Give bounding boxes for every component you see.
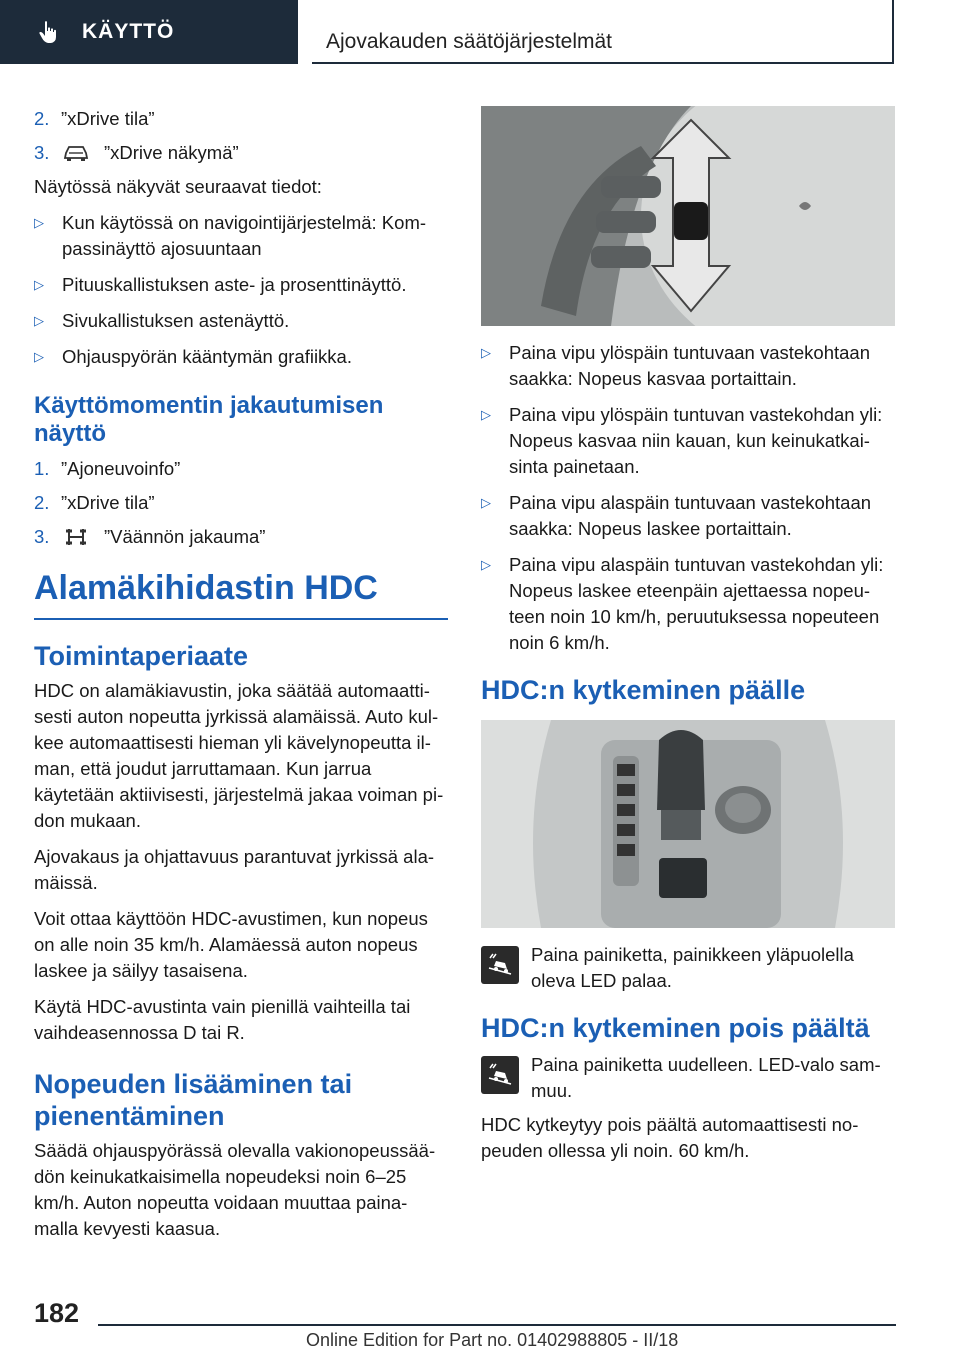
hdc-off-heading: HDC:n kytkeminen pois päältä bbox=[481, 1013, 870, 1043]
steering-wheel-rocker-photo bbox=[481, 106, 895, 326]
page-footer bbox=[0, 1290, 960, 1362]
intro-text: Näytössä näkyvät seuraavat tiedot: bbox=[34, 176, 322, 197]
torque-distribution-icon bbox=[61, 527, 91, 547]
hdc-button-icon bbox=[481, 946, 519, 984]
hdc-on-step bbox=[481, 942, 895, 994]
list-item bbox=[34, 140, 448, 166]
triangle-bullet-icon: ▷ bbox=[481, 495, 491, 510]
principle-paragraph: Voit ottaa käyttöön HDC-avustimen, kun nopeus on alle noin 35 km/h. Alamäessä auton nopeus laskee ja säilyy tasaisena. bbox=[34, 908, 428, 981]
list-number: 3. bbox=[34, 526, 50, 547]
triangle-bullet-icon: ▷ bbox=[481, 557, 491, 572]
torque-heading: Käyttömomentin jakautumisen näyttö bbox=[34, 392, 384, 447]
list-item bbox=[481, 340, 895, 392]
bullet-text: Pituuskallistuksen aste- ja prosenttinäyttö. bbox=[62, 274, 407, 295]
section-header bbox=[312, 0, 894, 64]
chapter-tab bbox=[0, 0, 298, 64]
triangle-bullet-icon: ▷ bbox=[481, 407, 491, 422]
list-item bbox=[34, 344, 448, 370]
list-item bbox=[481, 402, 895, 480]
hdc-on-heading: HDC:n kytkeminen päälle bbox=[481, 675, 806, 705]
left-column bbox=[34, 106, 448, 1252]
hand-pointer-icon bbox=[38, 20, 60, 44]
edition-text: Online Edition for Part no. 01402988805 - II/18 bbox=[306, 1330, 679, 1350]
list-text: ”xDrive tila” bbox=[61, 492, 155, 513]
principle-paragraph: Käytä HDC-avustinta vain pienillä vaihteilla tai vaihdeasennossa D tai R. bbox=[34, 996, 411, 1043]
list-item bbox=[34, 524, 448, 550]
triangle-bullet-icon: ▷ bbox=[34, 349, 44, 364]
speed-heading: Nopeuden lisääminen tai pienentäminen bbox=[34, 1069, 353, 1131]
bullet-text: Paina vipu alaspäin tuntuvan vastekohdan yli: Nopeus laskee eteenpäin ajettaessa nopeu-teen noin 10 km/h, peruutuksessa nopeuteen noin 6 km/h. bbox=[509, 554, 884, 653]
principle-heading: Toimintaperiaate bbox=[34, 641, 249, 671]
chapter-title: KÄYTTÖ bbox=[82, 20, 175, 43]
hdc-button-icon bbox=[481, 1056, 519, 1094]
list-number: 3. bbox=[34, 142, 50, 163]
list-item bbox=[34, 272, 448, 298]
list-text: ”xDrive tila” bbox=[61, 108, 155, 129]
hdc-off-step bbox=[481, 1052, 895, 1104]
list-item bbox=[34, 490, 448, 516]
principle-paragraph: Ajovakaus ja ohjattavuus parantuvat jyrkissä ala-mäissä. bbox=[34, 846, 435, 893]
footer-divider bbox=[98, 1324, 896, 1326]
triangle-bullet-icon: ▷ bbox=[34, 277, 44, 292]
hdc-off-paragraph: HDC kytkeytyy pois päältä automaattisesti no-peuden ollessa yli noin. 60 km/h. bbox=[481, 1114, 859, 1161]
triangle-bullet-icon: ▷ bbox=[34, 313, 44, 328]
list-text: ”xDrive näkymä” bbox=[104, 142, 239, 163]
list-item bbox=[34, 308, 448, 334]
hdc-on-text: Paina painiketta, painikkeen yläpuolella oleva LED palaa. bbox=[531, 944, 854, 991]
list-item bbox=[34, 210, 448, 262]
list-item bbox=[481, 490, 895, 542]
bullet-text: Paina vipu alaspäin tuntuvaan vastekohtaan saakka: Nopeus laskee portaittain. bbox=[509, 492, 872, 539]
list-item bbox=[34, 456, 448, 482]
bullet-text: Paina vipu ylöspäin tuntuvan vastekohdan yli: Nopeus kasvaa niin kauan, kun keinukatkai-sinta painetaan. bbox=[509, 404, 883, 477]
right-column bbox=[481, 106, 895, 1174]
bullet-text: Sivukallistuksen astenäyttö. bbox=[62, 310, 290, 331]
list-text: ”Ajoneuvoinfo” bbox=[61, 458, 181, 479]
principle-paragraph: HDC on alamäkiavustin, joka säätää automaatti-sesti auton nopeutta jyrkissä alamäissä. Auto kul-kee automaattisesti hieman yli kävelynopeutta il-man, että joudut jarruttamaan. Kun jarrua käytetään aktiivisesti, järjestelmä jakaa voiman pi-don mukaan. bbox=[34, 680, 444, 831]
speed-paragraph: Säädä ohjauspyörässä olevalla vakionopeussää-dön keinukatkaisimella nopeudeksi noin 6–25 km/h. Auton nopeutta voidaan muuttaa paina-malla kevyesti kaasua. bbox=[34, 1140, 436, 1239]
hdc-off-text: Paina painiketta uudelleen. LED-valo sam-muu. bbox=[531, 1054, 881, 1101]
bullet-text: Ohjauspyörän kääntymän grafiikka. bbox=[62, 346, 352, 367]
rocker-instructions bbox=[481, 340, 895, 656]
triangle-bullet-icon: ▷ bbox=[34, 215, 44, 230]
section-title: Ajovakauden säätöjärjestelmät bbox=[326, 30, 613, 53]
list-number: 2. bbox=[34, 492, 50, 513]
main-heading: Alamäkihidastin HDC bbox=[34, 568, 448, 620]
triangle-bullet-icon: ▷ bbox=[481, 345, 491, 360]
bullet-text: Kun käytössä on navigointijärjestelmä: Kom-passinäyttö ajosuuntaan bbox=[62, 212, 427, 259]
page-number: 182 bbox=[34, 1298, 80, 1328]
list-number: 2. bbox=[34, 108, 50, 129]
list-item bbox=[481, 552, 895, 656]
list-text: ”Väännön jakauma” bbox=[104, 526, 266, 547]
car-view-icon bbox=[61, 143, 91, 163]
info-list bbox=[34, 210, 448, 370]
center-console-photo bbox=[481, 720, 895, 928]
bullet-text: Paina vipu ylöspäin tuntuvaan vastekohtaan saakka: Nopeus kasvaa portaittain. bbox=[509, 342, 871, 389]
list-number: 1. bbox=[34, 458, 50, 479]
list-item bbox=[34, 106, 448, 132]
